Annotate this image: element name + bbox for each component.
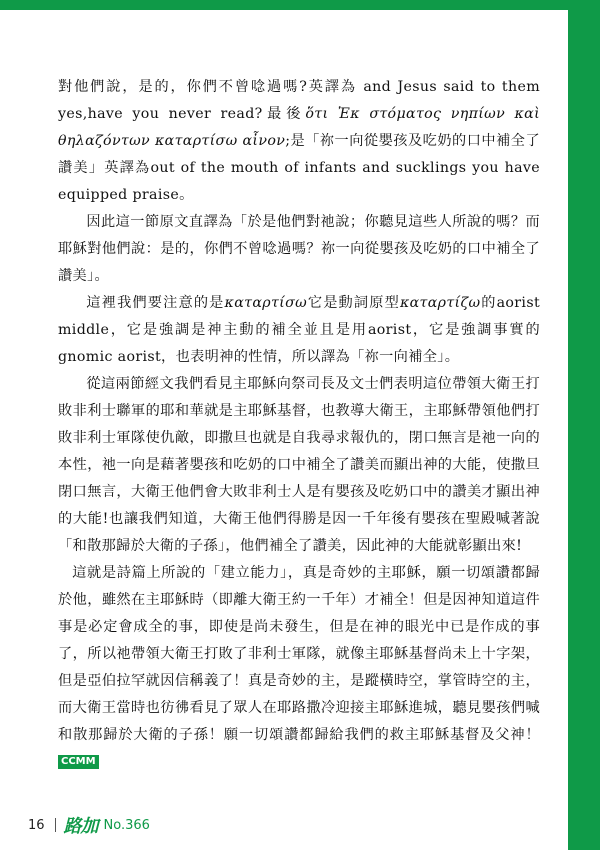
right-border-strip [568, 0, 600, 850]
page-number: 16 [28, 817, 45, 833]
greek-word-katartiso: καταρτίσω [224, 295, 308, 311]
paragraph-1 [58, 74, 540, 209]
magazine-logo: 路加 [63, 816, 98, 837]
greek-quote: ὅτι Ἐκ στόματος νηπίων καὶ θηλαζόντων καταρτίσω αἶνον [58, 106, 540, 149]
paragraph-1-text-b: ;是「祢一向從嬰孩及吃奶的口中補全了讚美」英譯為out of the mouth of infants and sucklings you have equipped praise。 [58, 133, 540, 203]
paragraph-3-text-a: 這裡我們要注意的是 [86, 295, 225, 311]
article-body [58, 74, 540, 776]
footer-divider [55, 818, 56, 832]
greek-word-katartizo: καταρτίζω [399, 295, 481, 311]
top-border-strip [0, 0, 600, 10]
ccmm-end-mark: CCMM [58, 755, 99, 769]
paragraph-5-text: 這就是詩篇上所說的「建立能力」，真是奇妙的主耶穌，願一切頌讚都歸於他，雖然在主耶穌時（即離大衛王約一千年）才補全！但是因神知道這件事是必定會成全的事，即使是尚未發生，但是在神的眼光中已是作成的事了，所以祂帶領大衛王打敗了非利士軍隊，就像主耶穌基督尚未上十字架，但是亞伯拉罕就因信稱義了！真是奇妙的主，是蹤橫時空，掌管時空的主，而大衛王當時也彷彿看見了眾人在耶路撒冷迎接主耶穌進城，聽見嬰孩們喊和散那歸於大衛的子孫！願一切頌讚都歸給我們的救主耶穌基督及父神！ [58, 565, 540, 743]
page-footer [28, 814, 150, 836]
paragraph-1-text-a: 對他們說，是的，你們不曾唸過嗎?英譯為 and Jesus said to them yes,have you never read?最後 [58, 79, 540, 122]
paragraph-2: 因此這一節原文直譯為「於是他們對祂說；你聽見這些人所說的嗎？而耶穌對他們說：是的，你們不曾唸過嗎？祢一向從嬰孩及吃奶的口中補全了讚美」。 [58, 214, 540, 284]
paragraph-3-text-b: 它是動詞原型 [307, 295, 400, 311]
paragraph-4: 從這兩節經文我們看見主耶穌向祭司長及文士們表明這位帶領大衛王打敗非利士聯軍的耶和華就是主耶穌基督，也教導大衛王，主耶穌帶領他們打敗非利士軍隊使仇敵，即撒旦也就是自我尋求報仇的，閉口無言是祂一向的本性，祂一向是藉著嬰孩和吃奶的口中補全了讚美而顯出神的大能，使撒旦閉口無言，大衛王他們會大敗非利士人是有嬰孩及吃奶口中的讚美才顯出神的大能!也讓我們知道，大衛王他們得勝是因一千年後有嬰孩在聖殿喊著說「和散那歸於大衛的子孫」，他們補全了讚美，因此神的大能就彰顯出來! [58, 376, 540, 554]
paragraph-5 [58, 560, 540, 776]
article-page [20, 10, 567, 850]
paragraph-3 [58, 290, 540, 371]
paragraph-3-text-c: 的aorist middle，它是強調是神主動的補全並且是用aorist，它是強調事實的gnomic aorist，也表明神的性情，所以譯為「祢一向補全」。 [58, 295, 540, 365]
issue-number: No.366 [103, 817, 150, 833]
